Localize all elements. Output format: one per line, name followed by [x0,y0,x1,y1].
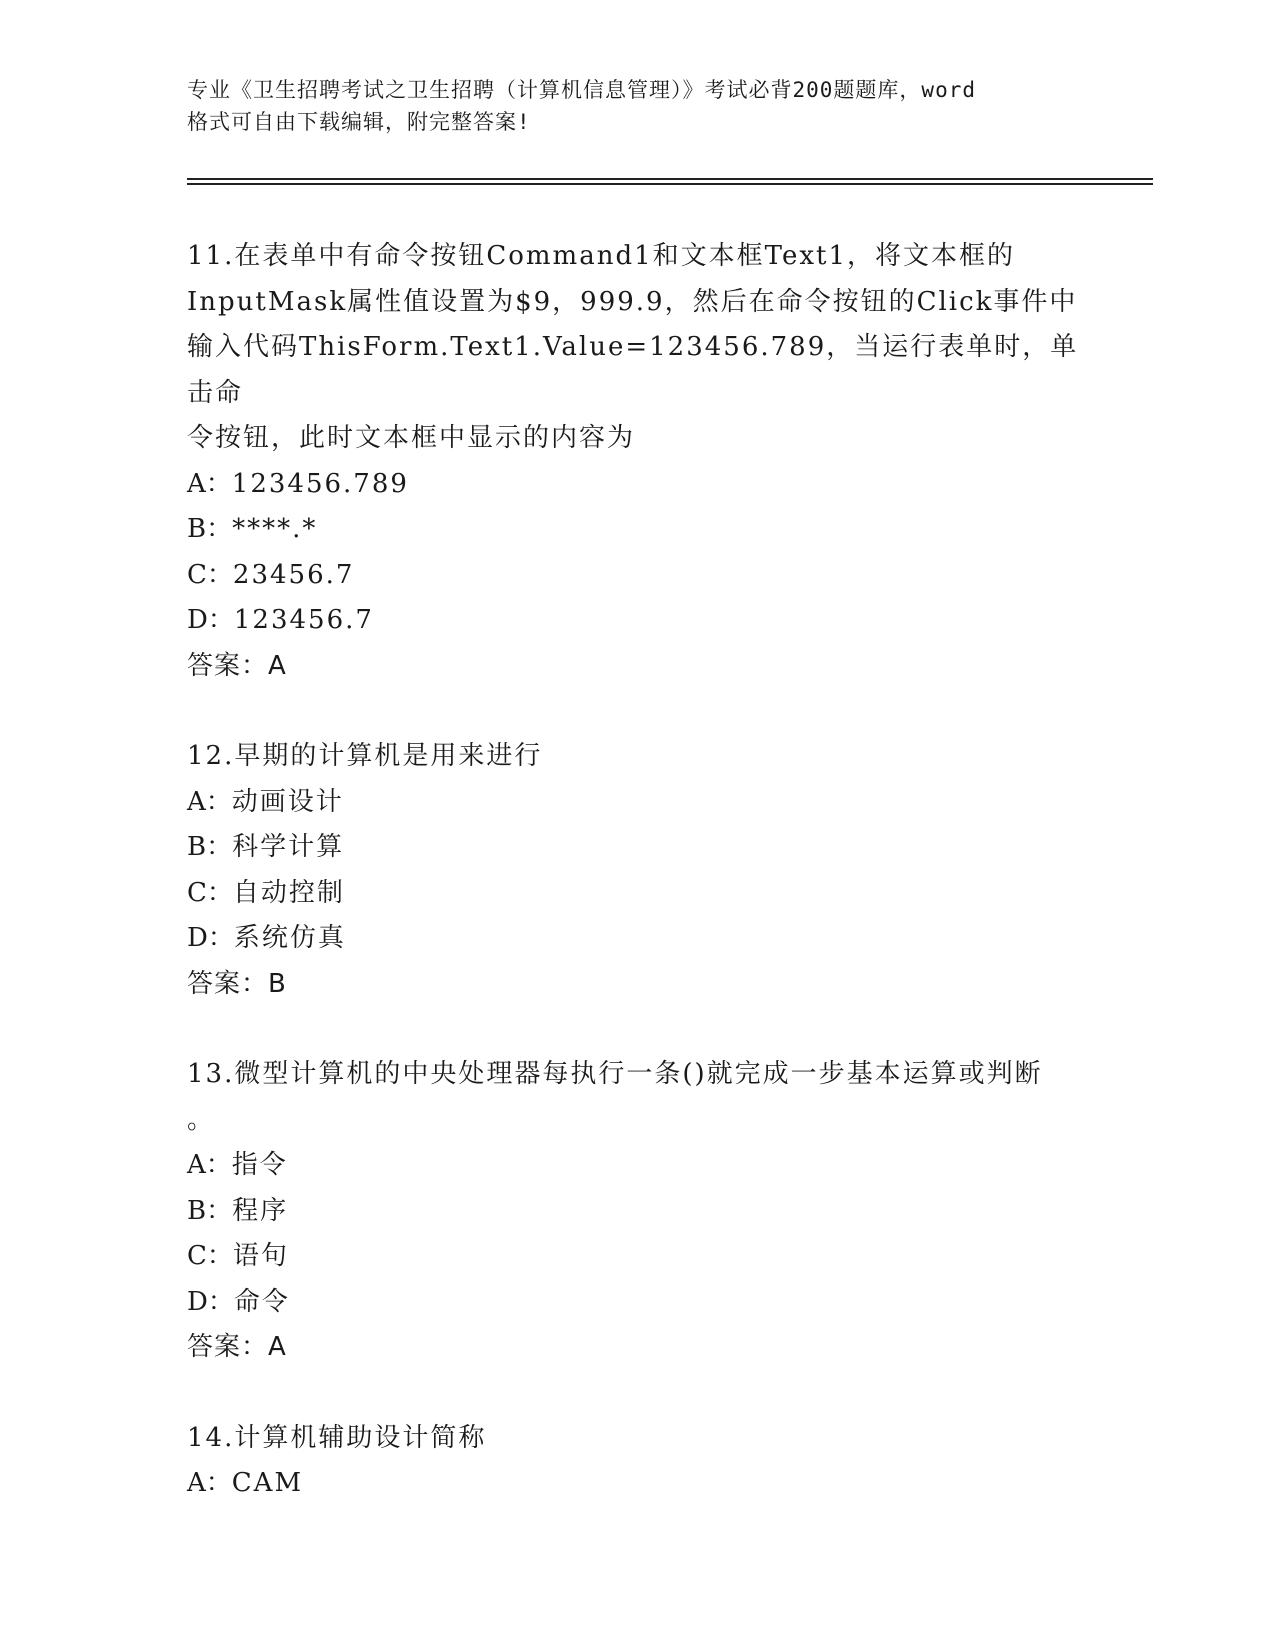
option-key: A： [187,1468,232,1498]
header-divider-top [187,178,1153,180]
header-line-2: 格式可自由下载编辑，附完整答案! [187,110,531,134]
question-text-line: InputMask属性值设置为$9，999.9，然后在命令按钮的Click事件中 [187,286,1078,317]
option-key: C： [187,1241,233,1271]
option-key: D： [187,1286,234,1317]
question-text-line: 13.微型计算机的中央处理器每执行一条()就完成一步基本运算或判断 [187,1059,1043,1089]
option-key: B： [187,1195,233,1226]
question-spacer [187,1007,1087,1052]
option-text: ****.* [232,514,318,544]
option-b [187,507,1087,553]
answer-label: 答案：A [187,650,287,681]
option-a [187,462,1087,508]
option-text: 程序 [232,1195,289,1226]
question-spacer [187,1371,1087,1416]
question-14 [187,1416,1087,1507]
option-b [187,1189,1087,1235]
answer-label: 答案：A [187,1332,287,1362]
option-d [187,916,1087,962]
option-key: B： [187,832,233,862]
question-text-line: 14.计算机辅助设计简称 [187,1422,487,1453]
option-b [187,825,1087,871]
option-d [187,598,1087,644]
option-text: 自动控制 [232,877,345,908]
option-d [187,1280,1087,1326]
question-12 [187,734,1087,1007]
header-divider-bottom [187,183,1153,185]
option-text: 指令 [231,1150,288,1180]
option-c [187,1234,1087,1280]
document-header [187,74,1087,138]
option-key: A： [187,786,232,817]
option-a [187,1143,1087,1189]
question-text-line: 。 [187,1104,216,1135]
option-key: D： [187,923,234,953]
option-text: 动画设计 [231,786,344,817]
option-text: CAM [231,1468,304,1498]
option-text: 23456.7 [232,559,355,590]
option-key: D： [187,605,234,635]
option-c [187,553,1087,599]
answer-label: 答案：B [187,968,287,999]
option-key: A： [187,1150,232,1180]
option-a [187,1461,1087,1507]
option-key: C： [187,559,233,590]
question-text-line: 输入代码ThisForm.Text1.Value=123456.789，当运行表单时，单击命 [187,332,1079,408]
option-text: 123456.7 [233,605,374,635]
question-text-line: 12.早期的计算机是用来进行 [187,741,543,771]
option-text: 命令 [233,1286,290,1317]
question-text-line: 11.在表单中有命令按钮Command1和文本框Text1，将文本框的 [187,241,1015,271]
option-text: 科学计算 [232,832,345,862]
option-key: C： [187,877,233,908]
question-spacer [187,689,1087,734]
question-13 [187,1052,1087,1371]
option-key: B： [187,514,233,544]
option-key: A： [187,468,232,499]
header-line-1: 专业《卫生招聘考试之卫生招聘（计算机信息管理）》考试必背200题题库，word [187,78,976,102]
option-text: 语句 [232,1241,289,1271]
option-c [187,871,1087,917]
question-list [187,234,1087,1507]
question-11 [187,234,1087,689]
option-text: 系统仿真 [233,923,346,953]
question-text-line: 令按钮，此时文本框中显示的内容为 [187,423,636,453]
option-text: 123456.789 [231,468,409,499]
option-a [187,780,1087,826]
